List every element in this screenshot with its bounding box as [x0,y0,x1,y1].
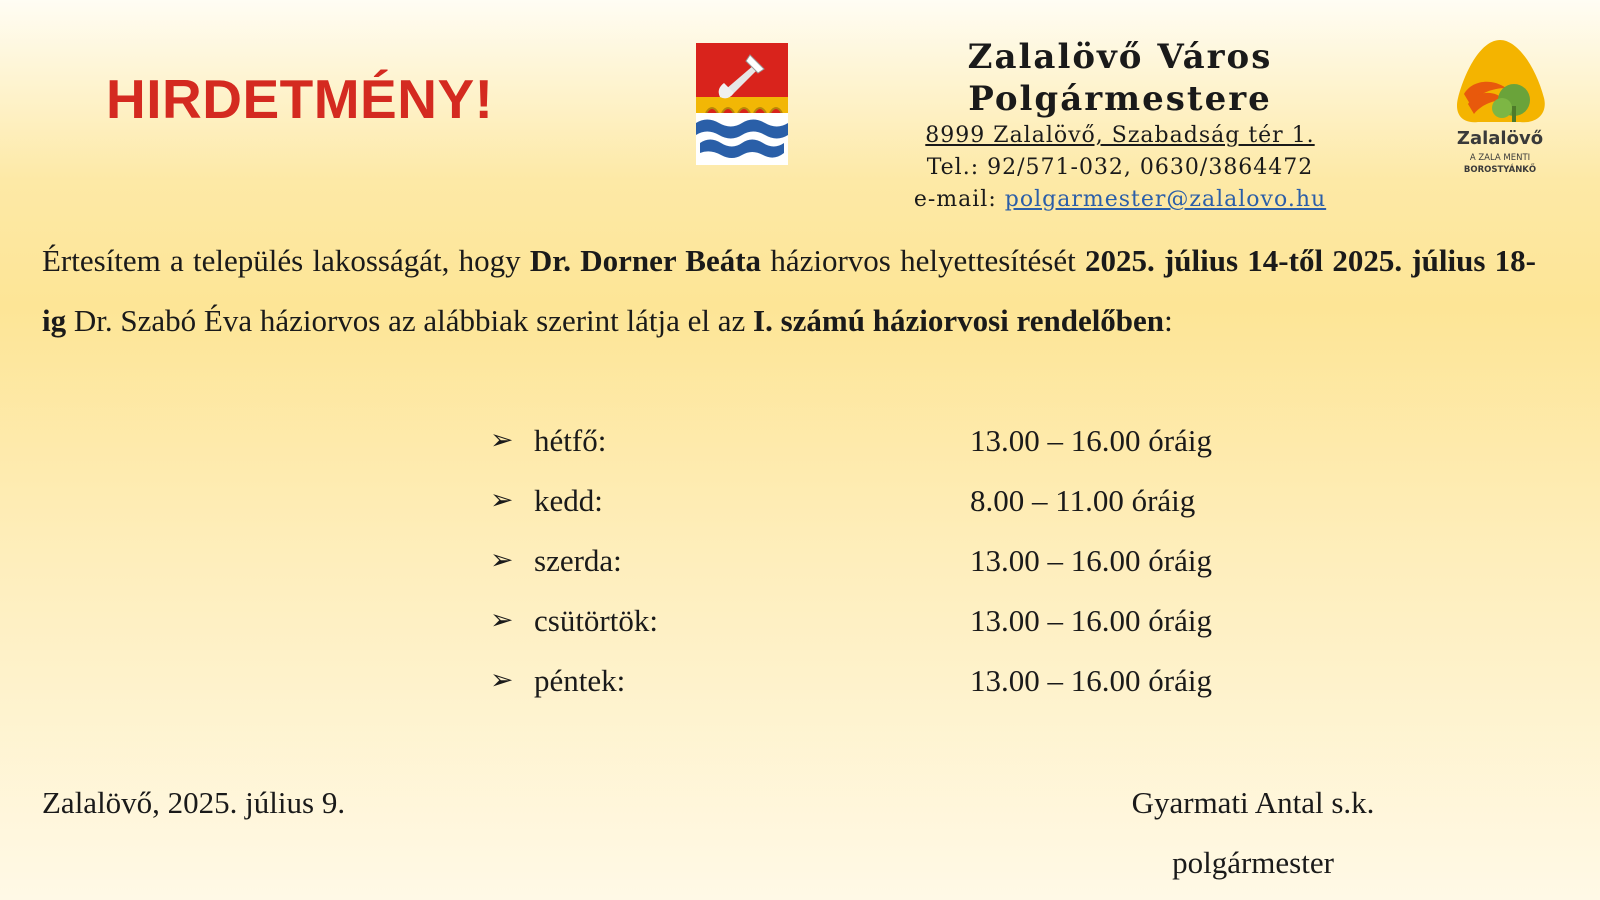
schedule-row [490,411,1250,471]
notice-title: HIRDETMÉNY! [106,68,494,130]
org-name: Zalalövő Város Polgármestere [967,37,1273,119]
schedule-row [490,531,1250,591]
schedule-row [490,651,1250,711]
email-link[interactable]: polgarmester@zalalovo.hu [1004,187,1327,212]
arrow-bullet-icon: ➢ [490,665,514,696]
town-logo-tagline: A ZALA MENTI [1469,153,1531,163]
org-address: 8999 Zalalövő, Szabadság tér 1. [925,123,1315,148]
notice-text [42,231,1536,351]
notice-text-part: háziorvos helyettesítését [761,243,1085,278]
schedule-hours: 13.00 – 16.00 óráig [970,603,1212,638]
org-email-line [820,184,1420,216]
org-header [820,36,1420,216]
schedule-day: hétfő: [534,423,607,458]
substitution-period: 2025. július 14-től 2025. július 18-ig [42,243,1536,338]
notice-text-part: Értesítem a település lakosságát, hogy [42,243,530,278]
schedule-day: kedd: [534,483,603,518]
arrow-bullet-icon: ➢ [490,425,514,456]
clinic-name: I. számú háziorvosi rendelőben [753,303,1165,338]
arrow-bullet-icon: ➢ [490,605,514,636]
schedule-hours: 13.00 – 16.00 óráig [970,543,1212,578]
signature-block [1100,773,1406,893]
signer-name: Gyarmati Antal s.k. [1131,785,1375,820]
schedule-hours: 8.00 – 11.00 óráig [970,483,1196,518]
substituted-doctor: Dr. Dorner Beáta [529,243,762,278]
schedule-list [490,411,1250,711]
town-logo [1448,38,1572,178]
schedule-day: csütörtök: [534,603,658,638]
town-coat-of-arms [696,43,788,165]
signer-title: polgármester [1172,845,1334,880]
email-label: e-mail: [913,187,1005,212]
schedule-row [490,591,1250,651]
schedule-day: szerda: [534,543,622,578]
place-and-date: Zalalövő, 2025. július 9. [42,785,346,820]
town-logo-tagline-bold: BOROSTYÁNKŐ [1463,165,1537,175]
schedule-hours: 13.00 – 16.00 óráig [970,423,1212,458]
schedule-row [490,471,1250,531]
schedule-hours: 13.00 – 16.00 óráig [970,663,1212,698]
schedule-day: péntek: [534,663,626,698]
notice-text-part: Dr. Szabó Éva háziorvos az alábbiak szerint látja el az [66,303,753,338]
notice-text-part: : [1164,303,1173,338]
town-logo-mark [1448,38,1552,130]
arrow-bullet-icon: ➢ [490,545,514,576]
org-phone: Tel.: 92/571-032, 0630/3864472 [926,155,1314,180]
arrow-bullet-icon: ➢ [490,485,514,516]
town-logo-name: Zalalövő [1456,128,1544,149]
